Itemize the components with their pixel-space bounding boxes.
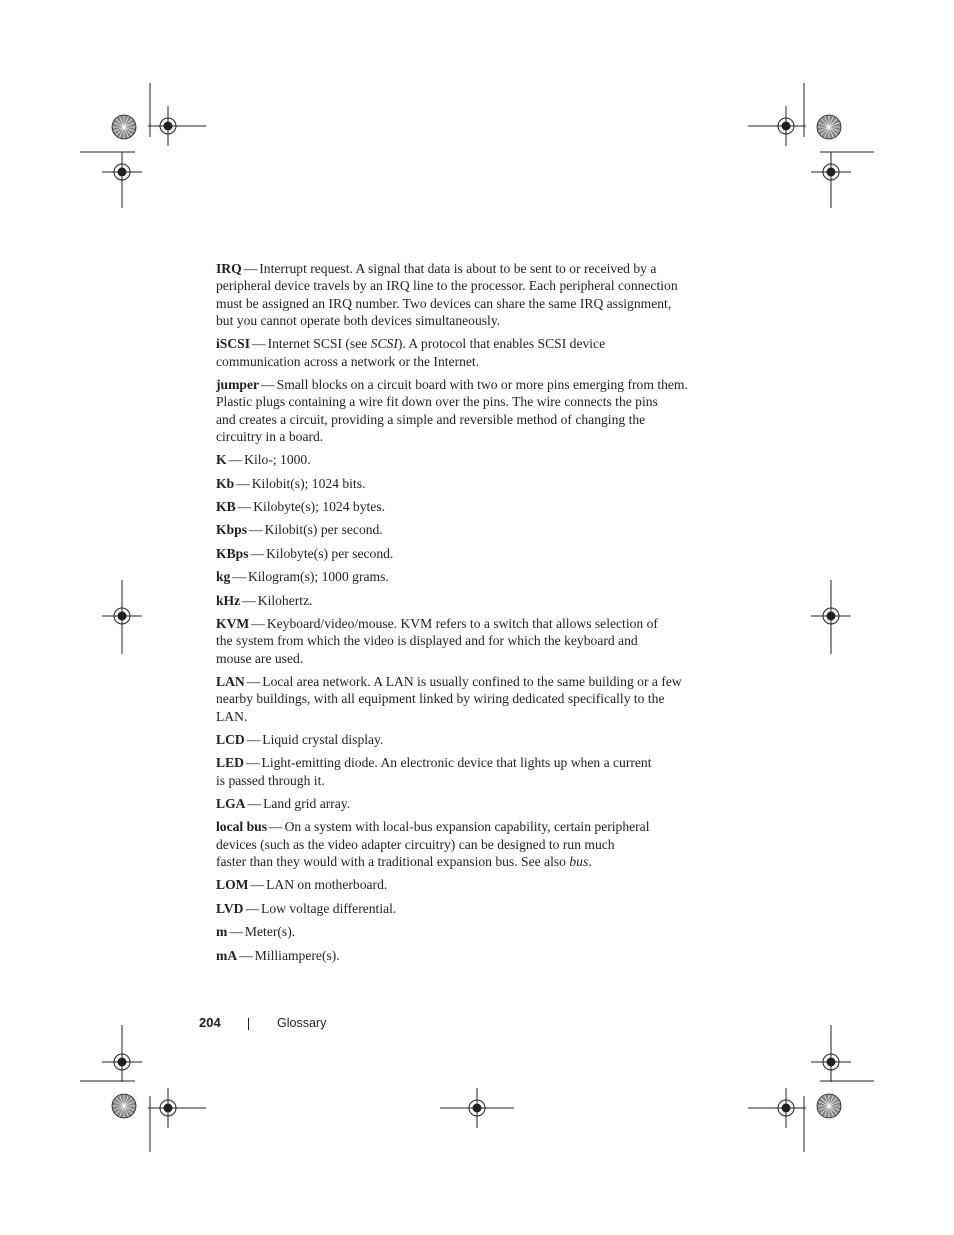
glossary-term: iSCSI [216,336,251,352]
glossary-entry-local-bus: local bus — On a system with local-bus expansion capability, certain peripheral devices (such as the video adapter circuitry) can be designed to run much faster than they would with a traditional expansion bus. See also bus. [216,819,650,870]
section-name: Glossary [277,1016,327,1030]
glossary-term: KBps [216,545,249,561]
glossary-entry-lom: LOM — LAN on motherboard. [216,877,388,893]
page-number: 204 [199,1015,221,1030]
glossary-term: KB [216,499,236,515]
glossary-entry-kbps-bytes: KBps — Kilobyte(s) per second. [216,545,394,561]
glossary-term: Kb [216,475,235,491]
glossary-term: LOM [216,877,249,893]
glossary-entry-lvd: LVD — Low voltage differential. [216,900,397,916]
glossary-entry-kg: kg — Kilogram(s); 1000 grams. [216,569,389,585]
glossary-term: mA [216,947,238,963]
glossary-entry-kb-bytes: KB — Kilobyte(s); 1024 bytes. [216,499,386,515]
glossary-term: jumper [216,376,260,392]
glossary-entry-jumper: jumper — Small blocks on a circuit board with two or more pins emerging from them. Plastic plugs containing a wire fit down over the pins. The wire connects the pins and creates a circuit, providing a simple and reversible method of changing the circuitry in a board. [216,376,688,444]
glossary-entry-k: K — Kilo-; 1000. [216,452,311,468]
glossary-entry-kbps: Kbps — Kilobit(s) per second. [216,522,383,538]
glossary-entry-kvm: KVM — Keyboard/video/mouse. KVM refers to a switch that allows selection of the system from which the video is displayed and for which the keyboard and mouse are used. [216,615,658,666]
glossary-entry-led: LED — Light-emitting diode. An electronic device that lights up when a current is passed through it. [216,755,652,788]
glossary-term: LAN [216,673,245,689]
glossary-entry-lga: LGA — Land grid array. [216,796,351,812]
glossary-entry-m: m — Meter(s). [216,924,296,940]
glossary-entry-lcd: LCD — Liquid crystal display. [216,731,384,747]
glossary-entry-iscsi: iSCSI — Internet SCSI (see SCSI). A protocol that enables SCSI device communication across a network or the Internet. [216,336,606,369]
glossary-term: LED [216,755,244,771]
cross-reference: SCSI [370,336,398,352]
glossary-entry-lan: LAN — Local area network. A LAN is usually confined to the same building or a few nearby buildings, with all equipment linked by wiring dedicated specifically to the LAN. [216,673,682,724]
glossary-term: Kbps [216,522,247,538]
glossary-term: m [216,924,228,940]
glossary-term: LVD [216,900,244,916]
glossary-term: kHz [216,592,241,608]
glossary-entry-kb-bits: Kb — Kilobit(s); 1024 bits. [216,475,366,491]
glossary-term: K [216,452,227,468]
cross-reference: bus [569,854,589,870]
glossary-entry-irq: IRQ — Interrupt request. A signal that data is about to be sent to or received by a peripheral device travels by an IRQ line to the processor. Each peripheral connection must be assigned an IRQ number. Two devices can share the same IRQ assignment, but you cannot operate both devices simultaneously. [216,261,678,328]
glossary-term: local bus [216,819,267,835]
glossary-entry-ma: mA — Milliampere(s). [216,947,340,963]
glossary-entry-khz: kHz — Kilohertz. [216,592,313,608]
glossary-term: KVM [216,615,250,631]
glossary-term: IRQ [216,261,242,276]
glossary-term: kg [216,569,231,585]
glossary-term: LCD [216,731,245,747]
page-footer [0,1015,954,1035]
glossary-list [216,260,716,970]
glossary-term: LGA [216,796,246,812]
footer-divider [248,1018,249,1030]
